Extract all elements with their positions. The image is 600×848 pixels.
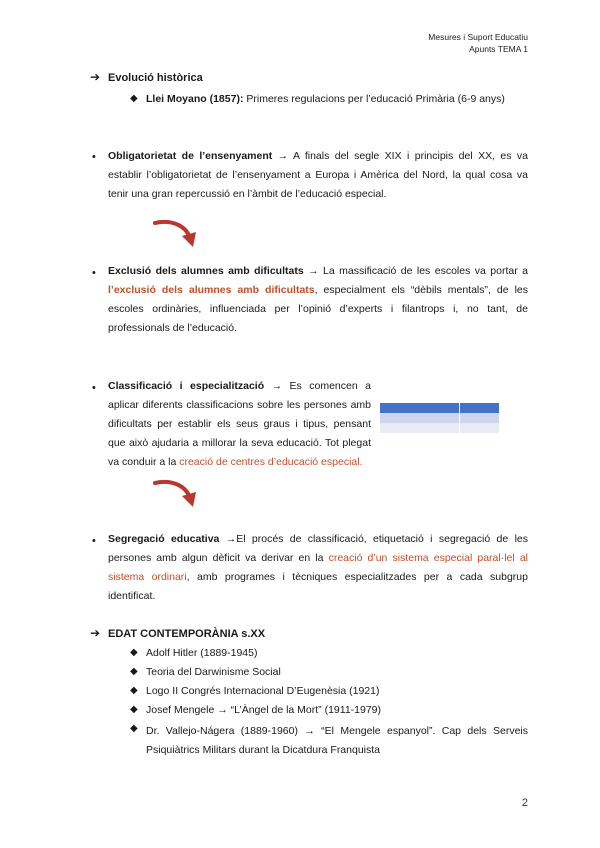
- paragraph-classificacio: [108, 377, 371, 472]
- bullet-icon: •: [92, 535, 96, 547]
- paragraph-text: → Es comencen a aplicar diferents classificacions sobre les persones amb dificultats per establir els seus graus i tipus, pensant que això ajudaria a millorar la seva educació. Tot plegat va conduir a la: [108, 380, 371, 468]
- section-title-contemporary: EDAT CONTEMPORÀNIA s.XX: [108, 628, 266, 640]
- paragraph-heading: Segregació educativa: [108, 533, 220, 545]
- paragraph-text: → A finals del segle XIX i principis del XX, es va establir l’obligatorietat de l’ensenyament a Europa i Amèrica del Nord, la qual cosa va tenir una gran repercussió en l’àmbit de l’educació especial.: [108, 150, 528, 200]
- diamond-bullet-icon: ◆: [130, 666, 138, 677]
- paragraph-heading: Exclusió dels alumnes amb dificultats: [108, 265, 304, 277]
- paragraph-text: , especialment els “dèbils mentals”, de les escoles ordinàries, influenciada per l’opinió d’experts i filantrops i, no tant, de professionals de l’educació.: [108, 284, 529, 334]
- list-item: Josef Mengele → “L’Àngel de la Mort” (1911-1979): [146, 704, 382, 716]
- curved-arrow-icon: [150, 478, 200, 510]
- paragraph-obligatorietat: [108, 147, 528, 204]
- paragraph-heading: Obligatorietat de l’ensenyament: [108, 150, 273, 162]
- paragraph-text: →El procés de classificació, etiquetació i segregació de les persones amb algun dèficit va derivar en la: [108, 533, 528, 564]
- list-item-llei-moyano: [146, 92, 505, 106]
- bullet-icon: •: [92, 267, 96, 279]
- bullet-icon: •: [92, 151, 96, 163]
- diamond-bullet-icon: ◆: [130, 723, 138, 734]
- paragraph-text: , amb programes i tècniques especialitzades per a cada subgrup identificat.: [108, 571, 528, 602]
- arrow-bullet-icon: ➔: [90, 626, 101, 640]
- paragraph-highlight: creació d’un sistema especial paral·lel al sistema ordinari: [108, 552, 528, 583]
- list-item: Logo II Congrés Internacional D’Eugenèsia (1921): [146, 685, 380, 697]
- arrow-bullet-icon: ➔: [90, 70, 101, 84]
- diamond-bullet-icon: ◆: [130, 93, 138, 104]
- list-item-text: Primeres regulacions per l’educació Primària (6-9 anys): [243, 93, 505, 105]
- list-item: Teoria del Darwinisme Social: [146, 666, 281, 678]
- bullet-icon: •: [92, 382, 96, 394]
- paragraph-highlight: creació de centres d’educació especial.: [179, 456, 363, 468]
- table-graphic: [380, 403, 500, 433]
- paragraph-exclusio: [108, 262, 528, 338]
- header-course: Mesures i Suport Educatiu: [428, 32, 528, 42]
- list-item: Adolf Hitler (1889-1945): [146, 647, 258, 659]
- diamond-bullet-icon: ◆: [130, 685, 138, 696]
- diamond-bullet-icon: ◆: [130, 647, 138, 658]
- paragraph-text: → La massificació de les escoles va portar a: [303, 265, 528, 277]
- header-subtitle: Apunts TEMA 1: [469, 44, 528, 54]
- section-title-history: Evolució històrica: [108, 72, 203, 84]
- page-number: 2: [521, 797, 528, 809]
- list-item-bold: Llei Moyano (1857):: [146, 93, 244, 105]
- list-item: Dr. Vallejo-Nágera (1889-1960) → “El Mengele espanyol”. Cap dels Serveis Psiquiàtrics Militars durant la Dicatdura Franquista: [146, 725, 528, 756]
- page-header: [428, 31, 528, 55]
- paragraph-segregacio: [108, 530, 528, 606]
- diamond-bullet-icon: ◆: [130, 704, 138, 715]
- paragraph-heading: Classificació i especialització: [108, 380, 265, 392]
- curved-arrow-icon: [150, 218, 200, 250]
- paragraph-highlight: l’exclusió dels alumnes amb dificultats: [108, 284, 315, 296]
